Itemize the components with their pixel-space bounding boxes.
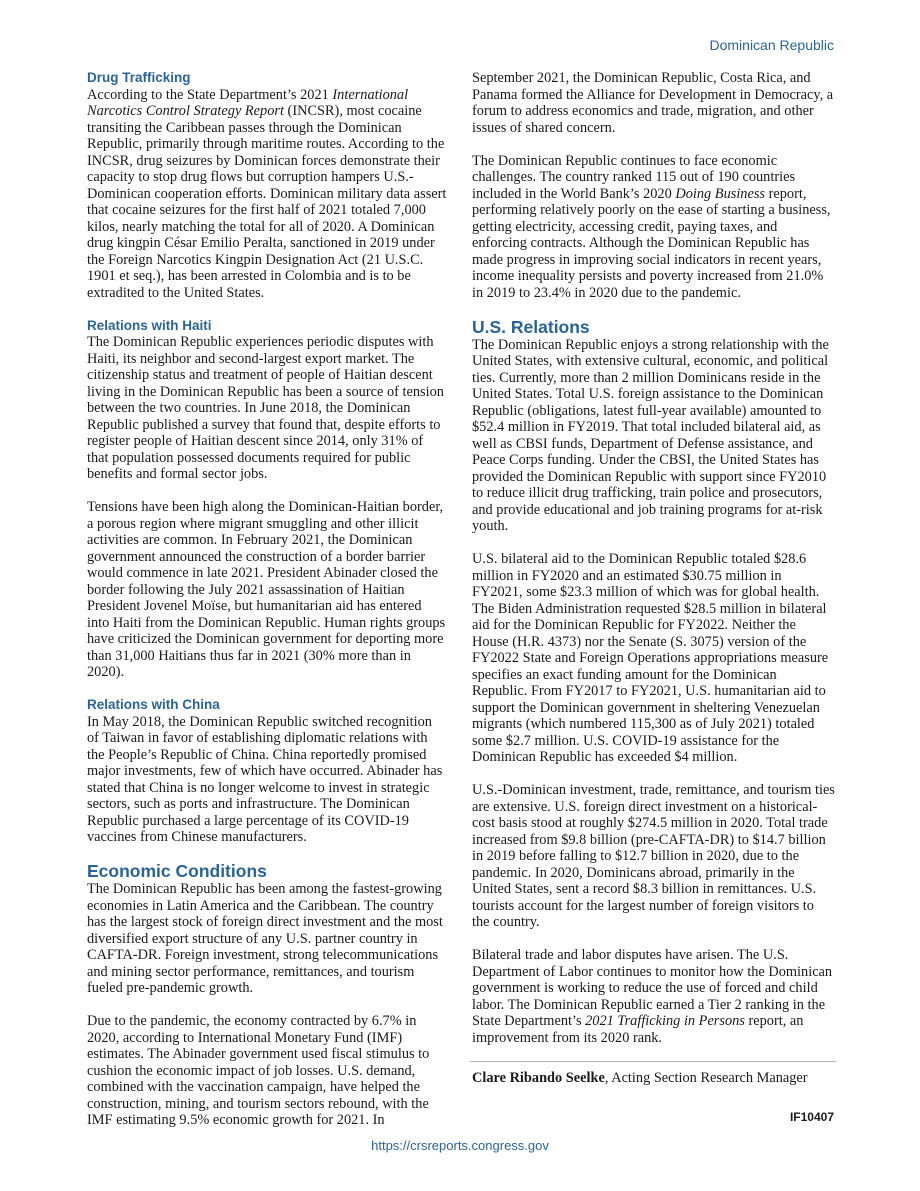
doing-business-title: Doing Business: [675, 185, 766, 202]
haiti-paragraph-1: The Dominican Republic experiences periodic disputes with Haiti, its neighbor and second-largest export market. The citizenship status and treatment of people of Haitian descent living in the Dominican Republic has been a source of tension between the two countries. In June 2018, the Dominican Republic published a survey that found that, despite efforts to register people of Haitian descent since 2014, only 31% of that population possessed documents required for public benefits and formal sector jobs.: [87, 334, 444, 482]
author-title: , Acting Section Research Manager: [604, 1070, 808, 1086]
left-column: [87, 70, 447, 1129]
author-name: Clare Ribando Seelke: [472, 1070, 605, 1086]
economic-conditions-heading: Economic Conditions: [87, 861, 267, 881]
china-paragraph: In May 2018, the Dominican Republic switched recognition of Taiwan in favor of establishing diplomatic relations with the People’s Republic of China. China reportedly promised major investments, few of which have occurred. Abinader has stated that China is no longer welcome to invest in strategic sectors, such as ports and infrastructure. The Dominican Republic purchased a large percentage of its COVID-19 vaccines from Chinese manufacturers.: [87, 713, 443, 845]
china-heading: Relations with China: [87, 697, 220, 712]
drug-trafficking-paragraph: According to the State Department’s 2021 International Narcotics Control Strategy Report (INCSR), most cocaine transiting the Caribbean passes through the Dominican Republic, primarily through maritime routes. According to the INCSR, drug seizures by Dominican forces demonstrate their capacity to stop drug flows but corruption hampers U.S.-Dominican cooperation efforts. Dominican military data assert that cocaine seizures for the first half of 2021 totaled 7,000 kilos, nearly matching the total for all of 2020. A Dominican drug kingpin César Emilio Peralta, sanctioned in 2019 under the Foreign Narcotics Kingpin Designation Act (21 U.S.C. 1901 et seq.), has been arrested in Colombia and is to be extradited to the United States.: [87, 86, 447, 301]
us-relations-paragraph-4: Bilateral trade and labor disputes have arisen. The U.S. Department of Labor continues to monitor how the Dominican government is working to reduce the use of forced and child labor. The Dominican Republic earned a Tier 2 ranking in the State Department’s 2021 Trafficking in Persons report, an improvement from its 2020 rank.: [472, 947, 833, 1046]
incsr-title: International Narcotics Control Strategy Report: [87, 86, 409, 119]
trafficking-report-title: 2021 Trafficking in Persons: [585, 1013, 745, 1029]
economic-paragraph-1: The Dominican Republic has been among the fastest-growing economies in Latin America and the Caribbean. The country has the largest stock of foreign direct investment and the most diversified export structure of any U.S. partner country in CAFTA-DR. Foreign investment, strong telecommunications and mining sector performance, remittances, and tourism fueled pre-pandemic growth.: [87, 881, 443, 996]
haiti-paragraph-2: Tensions have been high along the Dominican-Haitian border, a porous region where migrant smuggling and other illicit activities are common. In February 2021, the Dominican government announced the construction of a border barrier would commence in late 2021. President Abinader closed the border following the July 2021 assassination of Haitian President Jovenel Moïse, but humanitarian aid has entered into Haiti from the Dominican Republic. Human rights groups have criticized the Dominican government for deporting more than 31,000 Haitians thus far in 2021 (30% more than in 2020).: [87, 499, 446, 680]
document-id: IF10407: [789, 1110, 834, 1124]
footer-url-link[interactable]: https://crsreports.congress.gov: [371, 1138, 549, 1153]
header-country: Dominican Republic: [709, 37, 834, 53]
author-line: [472, 1070, 835, 1087]
us-relations-paragraph-1: The Dominican Republic enjoys a strong relationship with the United States, with extensive cultural, economic, and political ties. Currently, more than 2 million Dominicans reside in the United States. Total U.S. foreign assistance to the Dominican Republic (obligations, latest full-year available) amounted to $52.4 million in FY2019. That total included bilateral aid, as well as CBSI funds, Department of Defense assistance, and Peace Corps funding. Under the CBSI, the United States has provided the Dominican Republic with support since FY2010 to reduce illicit drug trafficking, train police and prosecutors, and provide educational and job training programs for at-risk youth.: [472, 336, 829, 534]
author-divider: [470, 1061, 836, 1062]
haiti-heading: Relations with Haiti: [87, 317, 212, 333]
us-relations-heading: U.S. Relations: [472, 316, 590, 337]
economic-paragraph-continued: September 2021, the Dominican Republic, Costa Rica, and Panama formed the Alliance for Development in Democracy, a forum to address economics and trade, migration, and other issues of shared concern.: [472, 70, 834, 136]
economic-paragraph-2: Due to the pandemic, the economy contracted by 6.7% in 2020, according to International Monetary Fund (IMF) estimates. The Abinader government used fiscal stimulus to cushion the economic impact of job losses. U.S. demand, combined with the vaccination campaign, have helped the construction, mining, and tourism sectors rebound, with the IMF estimating 9.5% economic growth for 2021. In: [87, 1013, 430, 1128]
drug-trafficking-heading: Drug Trafficking: [87, 70, 191, 85]
right-column: [472, 70, 835, 1087]
economic-paragraph-3: The Dominican Republic continues to face economic challenges. The country ranked 115 out of 190 countries included in the World Bank’s 2020 Doing Business report, performing relatively poorly on the ease of starting a business, getting electricity, accessing credit, paying taxes, and enforcing contracts. Although the Dominican Republic has made progress in improving social indicators in recent years, income inequality persists and poverty increased from 21.0% in 2019 to 23.4% in 2020 due to the pandemic.: [472, 152, 831, 301]
us-relations-paragraph-3: U.S.-Dominican investment, trade, remittance, and tourism ties are extensive. U.S. foreign direct investment on a historical-cost basis stood at roughly $274.5 million in 2020. Total trade increased from $9.8 billion (pre-CAFTA-DR) to $14.7 billion in 2019 before falling to $12.7 billion in 2020, due to the pandemic. In 2020, Dominicans abroad, primarily in the United States, sent a record $8.3 billion in remittances. U.S. tourists account for the largest number of foreign visitors to the country.: [472, 782, 835, 930]
us-relations-paragraph-2: U.S. bilateral aid to the Dominican Republic totaled $28.6 million in FY2020 and an estimated $30.75 million in FY2021, some $23.3 million of which was for global health. The Biden Administration requested $28.5 million in bilateral aid for the Dominican Republic for FY2022. Neither the House (H.R. 4373) nor the Senate (S. 3075) version of the FY2022 State and Foreign Operations appropriations measure specifies an exact funding amount for the Dominican Republic. From FY2017 to FY2021, U.S. humanitarian aid to support the Dominican government in sheltering Venezuelan migrants (which numbered 115,300 as of July 2021) totaled some $2.7 million. U.S. COVID-19 assistance for the Dominican Republic has exceeded $4 million.: [472, 551, 829, 765]
